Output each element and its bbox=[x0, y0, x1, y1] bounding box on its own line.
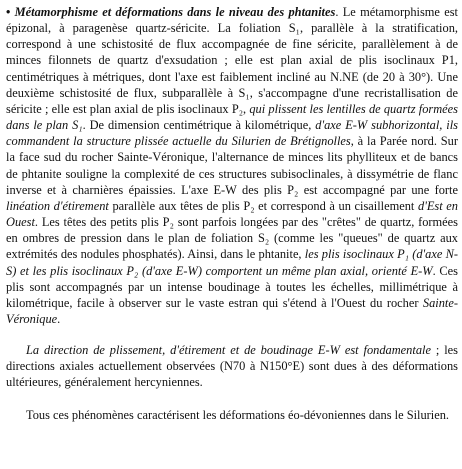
paragraph-metamorphism bbox=[6, 4, 458, 327]
text-run-plain: . Ces plis sont accompagnés par un intense boudinage à toutes les échelles, millimétrique à kilométrique, facile à observer sur le vaste estran qui s'étend à l'Ouest du rocher bbox=[6, 263, 458, 310]
text-run-it: linéation d'étirement bbox=[6, 198, 109, 213]
text-run-plain: , à la Parée nord. Sur la face sud du rocher Sainte-Véronique, l'alternance de minces lits phylliteux et de bancs de phtanite souligne la complexité de ces structures subisoclinales, à dissymétrie de flanc inverse et à charnières épaissies. L'axe E-W des plis P₂ est accompagné par une forte bbox=[6, 134, 458, 197]
text-run-plain: . Le métamorphisme est épizonal, à paragenèse quartz-séricite. La foliation S₁, parallèle à la stratification, correspond à une schistosité de flux accompagnée de fine séricite, parallèlement à de minces filonnets de quartz d'exsudation ; elle est plan axial de plis isoclinaux P1, centimétriques à métriques, dont l'axe est faiblement incliné au N.NE (de 20 à 30°). Une deuxième schistosité de flux, subparallèle à S₁, s'accompagne d'une recristallisation de séricite ; elle est plan axial de plis isoclinaux P₂, bbox=[6, 5, 458, 116]
text-run-bi: Métamorphisme et déformations dans le niveau des phtanites bbox=[10, 5, 336, 19]
text-run-it: La direction de plissement, d'étirement et de boudinage E-W est fondamentale bbox=[26, 343, 431, 358]
text-run-it: d'axe E-W subhorizontal, ils commandent la structure plissée actuelle du Silurien de Brétignolles bbox=[6, 118, 458, 149]
text-run-it: d'Est en Ouest bbox=[6, 198, 458, 230]
text-run-plain: Tous ces phénomènes caractérisent les déformations éo-dévoniennes dans le Silurien. bbox=[26, 407, 450, 422]
text-run-it: les plis isoclinaux P₁ (d'axe N-S) et les plis isoclinaux P₂ (d'axe E-W) comportent un même plan axial, orienté E-W bbox=[6, 247, 458, 278]
text-run-it: qui plissent les lentilles de quartz formées dans le plan S₁ bbox=[6, 101, 458, 133]
text-run-plain: . De dimension centimétrique à kilométrique, bbox=[82, 118, 316, 133]
paragraph-conclusion bbox=[6, 407, 458, 423]
text-run-plain: ; les directions axiales actuellement observées (N70 à N150°E) sont dues à des déformations ultérieures, généralement hercyniennes. bbox=[6, 343, 459, 390]
text-run-plain: . bbox=[57, 311, 61, 326]
text-run-it: Sainte-Véronique bbox=[6, 295, 458, 326]
text-run-bullet: • bbox=[6, 5, 11, 19]
document-page bbox=[6, 4, 458, 423]
text-run-plain: parallèle aux têtes de plis P₂ et correspond à un cisaillement bbox=[108, 198, 418, 213]
text-run-plain: . Les têtes des petits plis P₂ sont parfois longées par des "crêtes" de quartz, formées en ombres de pression dans le plan de foliation S₂ (comme les "queues" de quartz aux extrémités des nodules phosphatés). Ainsi, dans le phtanite, bbox=[6, 215, 458, 262]
paragraph-fold-direction bbox=[6, 342, 458, 390]
